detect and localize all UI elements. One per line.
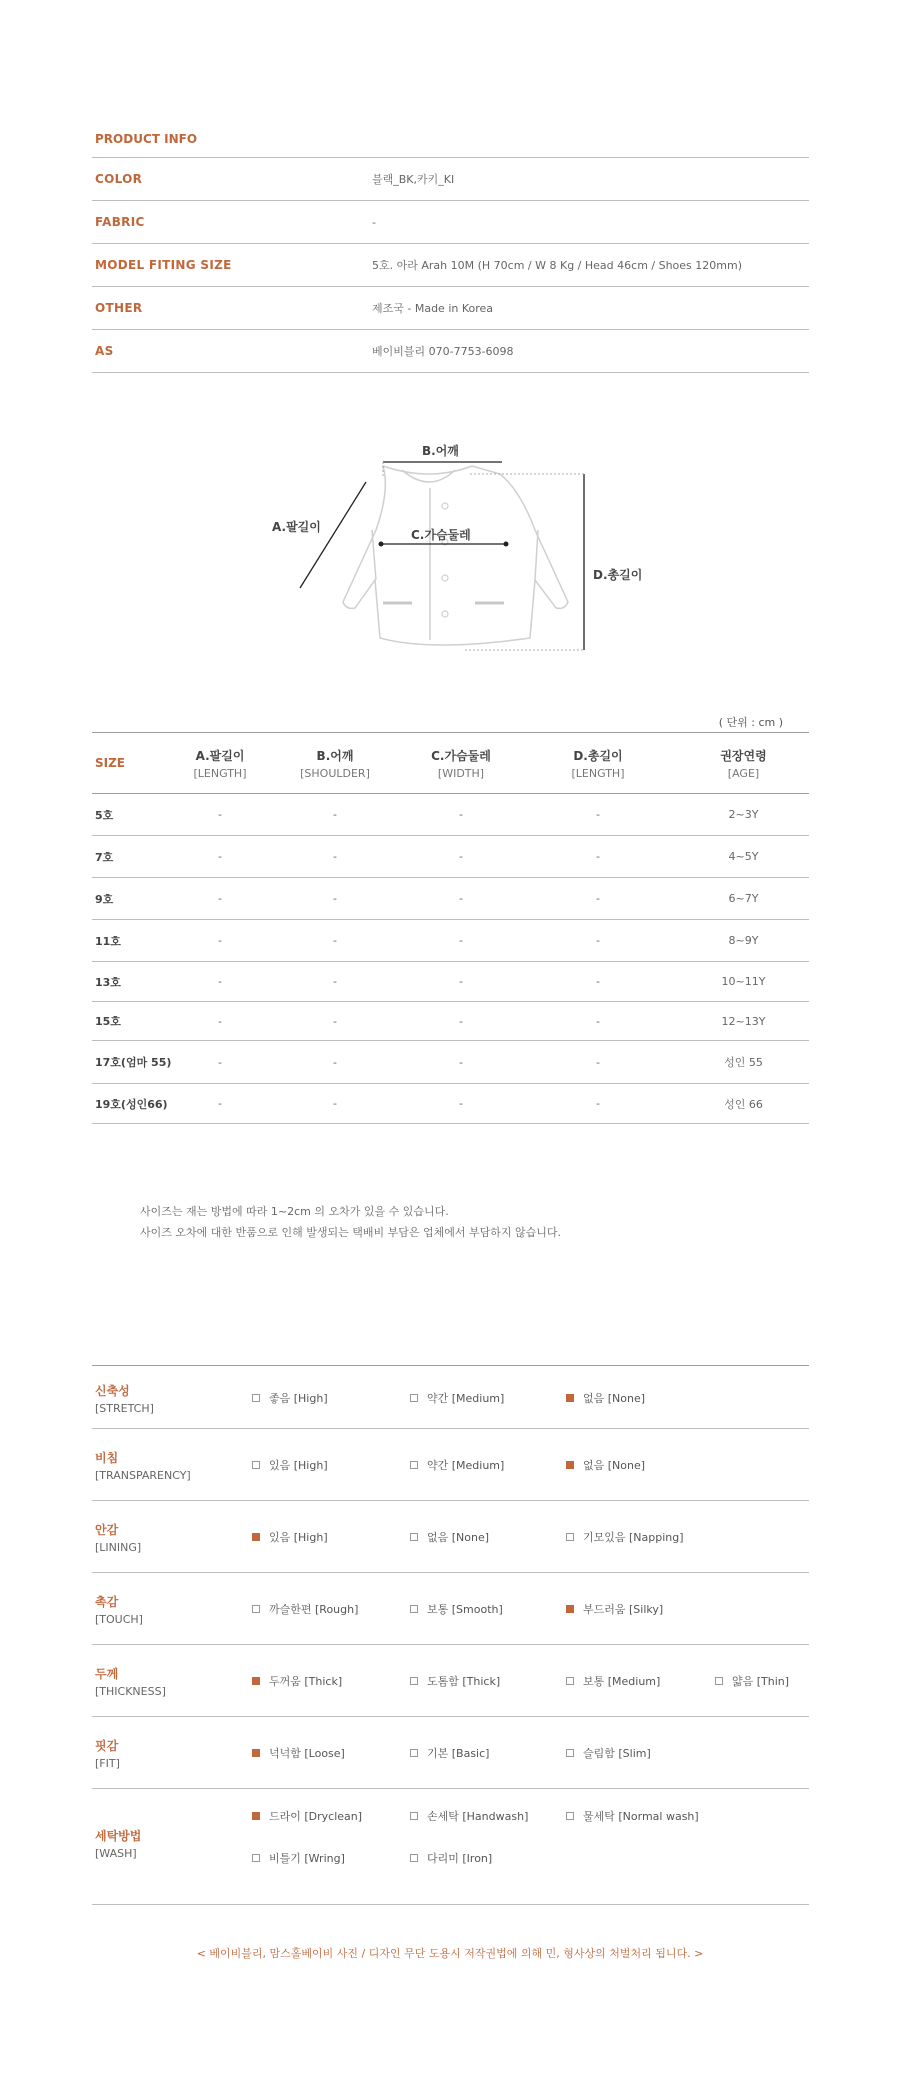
table-row: [92, 920, 809, 962]
product-info-table: [92, 127, 809, 373]
unchecked-square-icon[interactable]: [410, 1854, 418, 1862]
property-label: [95, 1449, 191, 1482]
value-cell: -: [459, 934, 463, 947]
table-row: [92, 878, 809, 920]
table-row: [92, 962, 809, 1002]
property-name-en: [LINING]: [95, 1541, 142, 1554]
info-label: OTHER: [95, 301, 143, 315]
value-cell: 성인 66: [724, 1097, 763, 1111]
property-option[interactable]: [410, 1850, 492, 1866]
value-cell: -: [596, 1014, 600, 1028]
size-cell: 13호: [95, 975, 121, 989]
measurement-diagram: [0, 430, 900, 660]
info-row-as: [92, 330, 809, 373]
checked-square-icon[interactable]: [566, 1461, 574, 1469]
property-option[interactable]: [252, 1808, 362, 1824]
copyright-notice: < 베이비블리, 맘스홀베이비 사진 / 디자인 무단 도용시 저작권법에 의해 민, 형사상의 처벌처리 됩니다. >: [196, 1947, 704, 1960]
note-line: 사이즈는 재는 방법에 따라 1~2cm 의 오차가 있을 수 있습니다.: [140, 1205, 449, 1218]
value-cell: -: [218, 1055, 222, 1069]
value-cell: -: [596, 808, 600, 821]
value-cell: -: [459, 892, 463, 905]
header-length: [518, 747, 678, 780]
value-cell: -: [218, 850, 222, 863]
checked-square-icon[interactable]: [566, 1394, 574, 1402]
value-cell: -: [459, 1014, 463, 1028]
property-row: [92, 1717, 809, 1789]
option-label: 없음 [None]: [427, 1531, 490, 1544]
option-label: 있음 [High]: [269, 1459, 328, 1472]
value-cell: -: [333, 934, 337, 947]
header-subtitle: [AGE]: [727, 766, 760, 780]
option-label: 있음 [High]: [269, 1531, 328, 1544]
value-cell: -: [218, 892, 222, 905]
value-cell: -: [459, 808, 463, 821]
unchecked-square-icon[interactable]: [566, 1812, 574, 1820]
size-cell: 11호: [95, 934, 121, 948]
option-label: 드라이 [Dryclean]: [269, 1810, 363, 1823]
option-label: 보통 [Medium]: [583, 1675, 661, 1688]
info-value: -: [372, 215, 376, 229]
option-label: 보통 [Smooth]: [427, 1603, 503, 1616]
property-name: 신축성: [95, 1383, 130, 1398]
property-name: 두께: [95, 1667, 119, 1681]
info-value: 베이비블리 070-7753-6098: [372, 345, 514, 358]
property-name: 비침: [95, 1451, 119, 1465]
unit-label: ( 단위 : cm ): [718, 716, 783, 729]
value-cell: -: [333, 1014, 337, 1028]
value-cell: -: [218, 975, 222, 988]
value-cell: -: [596, 1097, 600, 1110]
header-title: 권장연령: [720, 748, 767, 763]
property-option[interactable]: [252, 1850, 345, 1866]
property-name-en: [TRANSPARENCY]: [95, 1469, 191, 1482]
property-row: [92, 1645, 809, 1717]
property-option[interactable]: [252, 1390, 328, 1406]
property-row: [92, 1501, 809, 1573]
value-cell: -: [333, 1097, 337, 1110]
table-row: [92, 1041, 809, 1084]
option-label: 기모있음 [Napping]: [583, 1531, 684, 1544]
property-option[interactable]: [566, 1808, 699, 1824]
option-label: 없음 [None]: [583, 1459, 646, 1472]
size-cell: 15호: [95, 1015, 121, 1028]
property-label: [95, 1827, 141, 1860]
header-age: [678, 747, 809, 780]
value-cell: 8~9Y: [728, 934, 759, 947]
info-row-model-size: [92, 244, 809, 287]
option-label: 좋음 [High]: [269, 1391, 328, 1405]
product-info-header: PRODUCT INFO: [92, 127, 809, 158]
checked-square-icon[interactable]: [252, 1749, 260, 1757]
property-name-en: [THICKNESS]: [95, 1685, 166, 1698]
value-cell: 12~13Y: [721, 1014, 766, 1028]
unchecked-square-icon[interactable]: [410, 1605, 418, 1613]
info-label: AS: [95, 344, 114, 358]
table-row: [92, 836, 809, 878]
option-label: 약간 [Medium]: [427, 1391, 505, 1405]
unchecked-square-icon[interactable]: [410, 1812, 418, 1820]
property-row: [92, 1789, 809, 1905]
property-name: 안감: [95, 1523, 119, 1537]
header-subtitle: [LENGTH]: [193, 766, 247, 780]
value-cell: 4~5Y: [728, 850, 759, 863]
fabric-properties-table: [92, 1365, 809, 1905]
value-cell: -: [596, 975, 600, 988]
option-label: 부드러움 [Silky]: [583, 1603, 664, 1616]
option-label: 없음 [None]: [583, 1391, 646, 1405]
jacket-illustration: [0, 430, 900, 660]
property-option[interactable]: [252, 1529, 328, 1545]
header-title: C.가슴둘레: [431, 748, 491, 763]
property-name-en: [STRETCH]: [95, 1401, 154, 1415]
unchecked-square-icon[interactable]: [715, 1677, 723, 1685]
info-value: 블랙_BK,카키_KI: [372, 173, 455, 186]
property-option[interactable]: [410, 1745, 489, 1761]
header-title: B.어깨: [316, 748, 354, 763]
property-option[interactable]: [252, 1745, 345, 1761]
option-label: 손세탁 [Handwash]: [427, 1810, 529, 1823]
property-option[interactable]: [410, 1390, 504, 1406]
option-label: 기본 [Basic]: [427, 1747, 490, 1760]
property-name: 세탁방법: [95, 1829, 142, 1843]
header-subtitle: [SHOULDER]: [300, 766, 370, 780]
info-row-color: [92, 158, 809, 201]
property-label: [95, 1521, 141, 1554]
option-label: 넉넉함 [Loose]: [269, 1747, 345, 1760]
unchecked-square-icon[interactable]: [252, 1605, 260, 1613]
unchecked-square-icon[interactable]: [410, 1394, 418, 1402]
option-label: 비틀기 [Wring]: [269, 1852, 345, 1865]
property-label: [95, 1737, 120, 1770]
property-option[interactable]: [410, 1601, 503, 1617]
value-cell: -: [459, 975, 463, 988]
value-cell: -: [333, 850, 337, 863]
size-table-body: [92, 794, 809, 1124]
value-cell: -: [596, 892, 600, 905]
property-label: [95, 1382, 154, 1415]
header-subtitle: [LENGTH]: [571, 766, 625, 780]
option-label: 얇음 [Thin]: [732, 1675, 790, 1688]
option-label: 도톰함 [Thick]: [427, 1675, 501, 1688]
option-label: 약간 [Medium]: [427, 1459, 505, 1472]
checked-square-icon[interactable]: [566, 1605, 574, 1613]
table-row: [92, 794, 809, 836]
unchecked-square-icon[interactable]: [410, 1749, 418, 1757]
unchecked-square-icon[interactable]: [252, 1394, 260, 1402]
checked-square-icon[interactable]: [252, 1812, 260, 1820]
info-row-fabric: [92, 201, 809, 244]
value-cell: -: [218, 808, 222, 821]
info-label: MODEL FITING SIZE: [95, 258, 232, 272]
value-cell: -: [596, 850, 600, 863]
table-row: [92, 1084, 809, 1124]
unchecked-square-icon[interactable]: [252, 1854, 260, 1862]
property-row: [92, 1429, 809, 1501]
unchecked-square-icon[interactable]: [252, 1461, 260, 1469]
unchecked-square-icon[interactable]: [410, 1533, 418, 1541]
unchecked-square-icon[interactable]: [566, 1749, 574, 1757]
value-cell: 성인 55: [724, 1056, 763, 1069]
property-name: 촉감: [95, 1595, 119, 1609]
property-name-en: [WASH]: [95, 1847, 137, 1860]
property-option[interactable]: [566, 1745, 651, 1761]
value-cell: -: [333, 892, 337, 905]
value-cell: -: [596, 934, 600, 947]
info-value: 제조국 - Made in Korea: [372, 302, 494, 315]
sleeve-label: A.팔길이: [272, 520, 321, 534]
header-chest: [404, 747, 518, 780]
property-option[interactable]: [410, 1673, 500, 1689]
property-option[interactable]: [566, 1457, 645, 1473]
value-cell: -: [218, 1097, 222, 1110]
size-cell: 17호(엄마 55): [95, 1056, 172, 1069]
property-name-en: [FIT]: [95, 1757, 120, 1770]
unchecked-square-icon[interactable]: [410, 1677, 418, 1685]
property-option[interactable]: [252, 1673, 342, 1689]
header-sleeve: [174, 747, 266, 780]
header-title: A.팔길이: [195, 748, 245, 763]
property-option[interactable]: [566, 1601, 663, 1617]
shoulder-label: B.어깨: [422, 444, 459, 458]
property-option[interactable]: [566, 1529, 684, 1545]
property-label: [95, 1593, 143, 1626]
property-option[interactable]: [715, 1673, 789, 1689]
property-option[interactable]: [410, 1808, 528, 1824]
size-cell: 7호: [95, 850, 114, 864]
value-cell: -: [218, 934, 222, 947]
info-value: 5호. 아라 Arah 10M (H 70cm / W 8 Kg / Head 46cm / Shoes 120mm): [372, 259, 743, 272]
value-cell: 6~7Y: [728, 892, 759, 905]
value-cell: -: [218, 1014, 222, 1028]
size-table-header: [92, 732, 809, 794]
option-label: 까슬한편 [Rough]: [269, 1603, 359, 1616]
note-line: 사이즈 오차에 대한 반품으로 인해 발생되는 택배비 부담은 업체에서 부담하지 않습니다.: [140, 1226, 561, 1239]
value-cell: -: [459, 1097, 463, 1110]
size-cell: 5호: [95, 808, 114, 822]
info-label: FABRIC: [95, 215, 145, 229]
header-shoulder: [266, 747, 404, 780]
value-cell: -: [333, 808, 337, 821]
property-option[interactable]: [252, 1457, 328, 1473]
value-cell: -: [333, 1055, 337, 1069]
unchecked-square-icon[interactable]: [410, 1461, 418, 1469]
size-note: [140, 1201, 561, 1243]
value-cell: -: [459, 850, 463, 863]
unchecked-square-icon[interactable]: [566, 1677, 574, 1685]
checked-square-icon[interactable]: [252, 1677, 260, 1685]
value-cell: 2~3Y: [728, 808, 759, 821]
property-name-en: [TOUCH]: [95, 1613, 143, 1626]
unchecked-square-icon[interactable]: [566, 1533, 574, 1541]
header-subtitle: [WIDTH]: [437, 766, 485, 780]
size-cell: 9호: [95, 892, 114, 906]
info-row-other: [92, 287, 809, 330]
property-option[interactable]: [410, 1529, 489, 1545]
property-option[interactable]: [566, 1390, 645, 1406]
option-label: 슬림함 [Slim]: [583, 1747, 651, 1760]
option-label: 물세탁 [Normal wash]: [583, 1810, 699, 1823]
value-cell: -: [596, 1055, 600, 1069]
property-option[interactable]: [410, 1457, 504, 1473]
property-option[interactable]: [252, 1601, 358, 1617]
info-label: COLOR: [95, 172, 143, 186]
header-title: D.총길이: [573, 748, 623, 763]
property-row: [92, 1366, 809, 1429]
property-row: [92, 1573, 809, 1645]
size-cell: 19호(성인66): [95, 1097, 168, 1111]
option-label: 두꺼움 [Thick]: [269, 1675, 343, 1688]
value-cell: 10~11Y: [721, 975, 766, 988]
checked-square-icon[interactable]: [252, 1533, 260, 1541]
chest-label: C.가슴둘레: [411, 528, 471, 542]
property-name: 핏감: [95, 1739, 119, 1753]
option-label: 다리미 [Iron]: [427, 1852, 493, 1865]
property-label: [95, 1665, 166, 1698]
value-cell: -: [333, 975, 337, 988]
property-option[interactable]: [566, 1673, 660, 1689]
header-size: SIZE: [95, 756, 126, 770]
value-cell: -: [459, 1055, 463, 1069]
table-row: [92, 1002, 809, 1041]
length-label: D.총길이: [593, 568, 643, 582]
size-table: [92, 714, 809, 1124]
